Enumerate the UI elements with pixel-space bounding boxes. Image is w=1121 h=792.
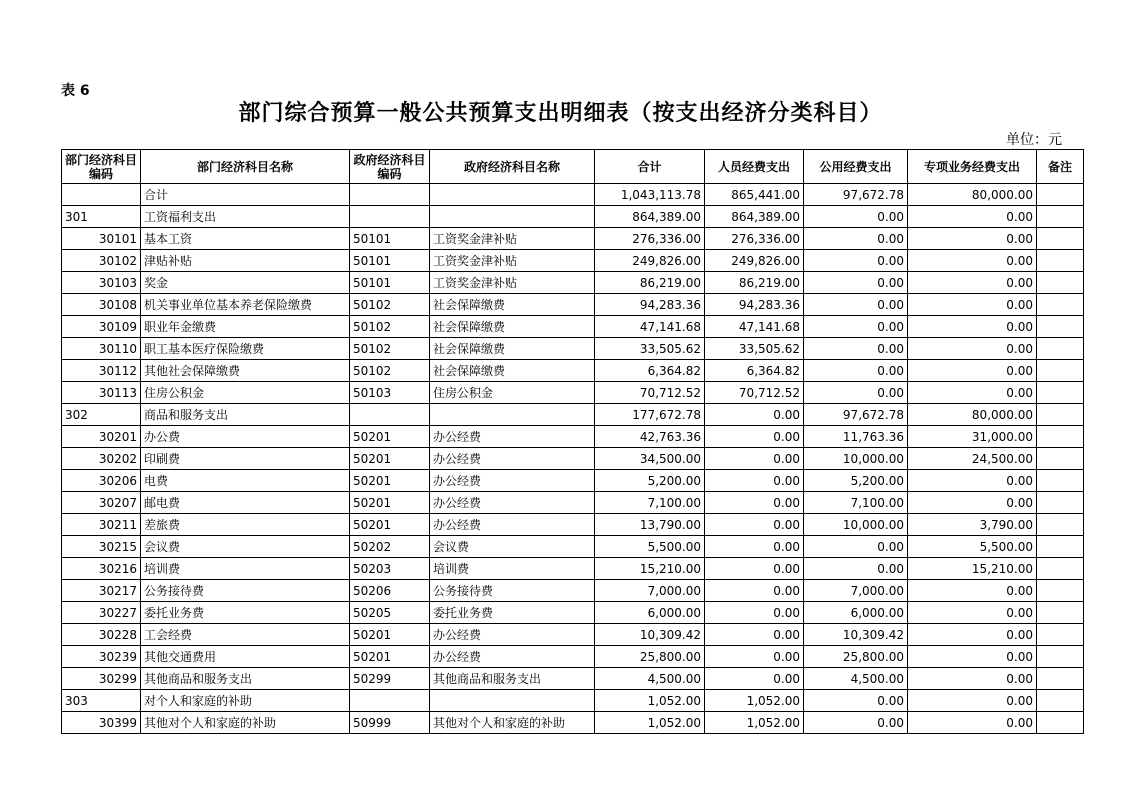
table-row	[62, 646, 1084, 668]
gov-name-cell: 办公经费	[430, 624, 595, 646]
note-cell	[1037, 426, 1084, 448]
table-body	[62, 184, 1084, 734]
gov-code-cell: 50101	[350, 272, 430, 294]
dept-code-cell: 303	[62, 690, 141, 712]
gov-name-cell: 办公经费	[430, 514, 595, 536]
gov-code-cell: 50201	[350, 492, 430, 514]
total-cell: 864,389.00	[595, 206, 705, 228]
dept-name-cell: 职业年金缴费	[141, 316, 350, 338]
personnel-cell: 864,389.00	[705, 206, 804, 228]
note-cell	[1037, 558, 1084, 580]
special-cell: 0.00	[908, 580, 1037, 602]
dept-name-cell: 其他交通费用	[141, 646, 350, 668]
dept-code-cell: 30227	[62, 602, 141, 624]
note-cell	[1037, 228, 1084, 250]
dept-code-cell: 30216	[62, 558, 141, 580]
dept-name-cell: 商品和服务支出	[141, 404, 350, 426]
total-cell: 33,505.62	[595, 338, 705, 360]
col-header-gov-name: 政府经济科目名称	[430, 150, 595, 184]
gov-name-cell: 工资奖金津补贴	[430, 228, 595, 250]
gov-name-cell: 委托业务费	[430, 602, 595, 624]
personnel-cell: 0.00	[705, 404, 804, 426]
personnel-cell: 0.00	[705, 492, 804, 514]
gov-name-cell: 培训费	[430, 558, 595, 580]
personnel-cell: 0.00	[705, 426, 804, 448]
public-cell: 0.00	[804, 294, 908, 316]
personnel-cell: 70,712.52	[705, 382, 804, 404]
unit-label: 单位：元	[1006, 132, 1062, 148]
col-header-gov-code: 政府经济科目编码	[350, 150, 430, 184]
table-row	[62, 426, 1084, 448]
dept-name-cell: 住房公积金	[141, 382, 350, 404]
table-row	[62, 272, 1084, 294]
gov-code-cell	[350, 690, 430, 712]
table-row	[62, 206, 1084, 228]
gov-name-cell	[430, 206, 595, 228]
gov-code-cell: 50102	[350, 294, 430, 316]
dept-code-cell: 30108	[62, 294, 141, 316]
table-row	[62, 624, 1084, 646]
total-cell: 249,826.00	[595, 250, 705, 272]
special-cell: 0.00	[908, 250, 1037, 272]
personnel-cell: 6,364.82	[705, 360, 804, 382]
special-cell: 0.00	[908, 382, 1037, 404]
special-cell: 0.00	[908, 712, 1037, 734]
special-cell: 24,500.00	[908, 448, 1037, 470]
special-cell: 0.00	[908, 646, 1037, 668]
dept-code-cell: 30211	[62, 514, 141, 536]
special-cell: 3,790.00	[908, 514, 1037, 536]
public-cell: 0.00	[804, 228, 908, 250]
note-cell	[1037, 360, 1084, 382]
gov-name-cell: 其他对个人和家庭的补助	[430, 712, 595, 734]
personnel-cell: 0.00	[705, 646, 804, 668]
public-cell: 0.00	[804, 338, 908, 360]
dept-code-cell: 30217	[62, 580, 141, 602]
col-header-total: 合计	[595, 150, 705, 184]
special-cell: 0.00	[908, 690, 1037, 712]
gov-code-cell: 50999	[350, 712, 430, 734]
personnel-cell: 0.00	[705, 558, 804, 580]
total-cell: 177,672.78	[595, 404, 705, 426]
col-header-personnel: 人员经费支出	[705, 150, 804, 184]
total-cell: 42,763.36	[595, 426, 705, 448]
table-row	[62, 338, 1084, 360]
total-cell: 15,210.00	[595, 558, 705, 580]
dept-code-cell: 30399	[62, 712, 141, 734]
gov-name-cell: 社会保障缴费	[430, 360, 595, 382]
dept-code-cell: 30239	[62, 646, 141, 668]
col-header-dept-code: 部门经济科目编码	[62, 150, 141, 184]
gov-code-cell	[350, 404, 430, 426]
dept-name-cell: 培训费	[141, 558, 350, 580]
dept-code-cell: 30113	[62, 382, 141, 404]
gov-code-cell: 50299	[350, 668, 430, 690]
total-cell: 7,100.00	[595, 492, 705, 514]
dept-name-cell: 职工基本医疗保险缴费	[141, 338, 350, 360]
table-row	[62, 668, 1084, 690]
personnel-cell: 0.00	[705, 624, 804, 646]
public-cell: 10,000.00	[804, 448, 908, 470]
dept-code-cell: 30112	[62, 360, 141, 382]
special-cell: 0.00	[908, 228, 1037, 250]
note-cell	[1037, 294, 1084, 316]
table-number: 表 6	[61, 83, 90, 99]
note-cell	[1037, 382, 1084, 404]
special-cell: 0.00	[908, 470, 1037, 492]
note-cell	[1037, 316, 1084, 338]
dept-name-cell: 津贴补贴	[141, 250, 350, 272]
total-cell: 1,052.00	[595, 690, 705, 712]
total-cell: 276,336.00	[595, 228, 705, 250]
public-cell: 0.00	[804, 206, 908, 228]
dept-name-cell: 其他对个人和家庭的补助	[141, 712, 350, 734]
gov-code-cell: 50103	[350, 382, 430, 404]
total-cell: 70,712.52	[595, 382, 705, 404]
gov-name-cell: 办公经费	[430, 470, 595, 492]
gov-name-cell: 其他商品和服务支出	[430, 668, 595, 690]
personnel-cell: 0.00	[705, 580, 804, 602]
total-cell: 4,500.00	[595, 668, 705, 690]
public-cell: 0.00	[804, 360, 908, 382]
special-cell: 0.00	[908, 602, 1037, 624]
dept-name-cell: 工资福利支出	[141, 206, 350, 228]
public-cell: 97,672.78	[804, 404, 908, 426]
gov-name-cell: 会议费	[430, 536, 595, 558]
gov-name-cell: 办公经费	[430, 426, 595, 448]
public-cell: 4,500.00	[804, 668, 908, 690]
public-cell: 0.00	[804, 712, 908, 734]
special-cell: 80,000.00	[908, 184, 1037, 206]
note-cell	[1037, 404, 1084, 426]
total-cell: 10,309.42	[595, 624, 705, 646]
personnel-cell: 865,441.00	[705, 184, 804, 206]
public-cell: 11,763.36	[804, 426, 908, 448]
dept-name-cell: 对个人和家庭的补助	[141, 690, 350, 712]
special-cell: 31,000.00	[908, 426, 1037, 448]
table-row	[62, 250, 1084, 272]
dept-code-cell: 30103	[62, 272, 141, 294]
total-cell: 34,500.00	[595, 448, 705, 470]
col-header-dept-name: 部门经济科目名称	[141, 150, 350, 184]
total-cell: 47,141.68	[595, 316, 705, 338]
dept-name-cell: 电费	[141, 470, 350, 492]
gov-code-cell: 50201	[350, 624, 430, 646]
gov-code-cell	[350, 184, 430, 206]
dept-code-cell: 30299	[62, 668, 141, 690]
note-cell	[1037, 470, 1084, 492]
table-row	[62, 316, 1084, 338]
dept-code-cell: 30228	[62, 624, 141, 646]
dept-name-cell: 差旅费	[141, 514, 350, 536]
personnel-cell: 0.00	[705, 514, 804, 536]
gov-code-cell: 50101	[350, 228, 430, 250]
personnel-cell: 0.00	[705, 448, 804, 470]
note-cell	[1037, 492, 1084, 514]
dept-name-cell: 公务接待费	[141, 580, 350, 602]
gov-name-cell: 社会保障缴费	[430, 316, 595, 338]
total-cell: 5,500.00	[595, 536, 705, 558]
gov-name-cell	[430, 184, 595, 206]
total-cell: 94,283.36	[595, 294, 705, 316]
personnel-cell: 0.00	[705, 470, 804, 492]
special-cell: 0.00	[908, 294, 1037, 316]
dept-name-cell: 基本工资	[141, 228, 350, 250]
dept-name-cell: 会议费	[141, 536, 350, 558]
gov-code-cell	[350, 206, 430, 228]
gov-code-cell: 50201	[350, 646, 430, 668]
special-cell: 80,000.00	[908, 404, 1037, 426]
gov-code-cell: 50102	[350, 338, 430, 360]
table-row	[62, 228, 1084, 250]
table-row	[62, 294, 1084, 316]
dept-code-cell: 30101	[62, 228, 141, 250]
special-cell: 0.00	[908, 206, 1037, 228]
table-row	[62, 712, 1084, 734]
gov-name-cell: 工资奖金津补贴	[430, 250, 595, 272]
personnel-cell: 1,052.00	[705, 690, 804, 712]
gov-code-cell: 50201	[350, 470, 430, 492]
gov-code-cell: 50203	[350, 558, 430, 580]
gov-name-cell: 社会保障缴费	[430, 338, 595, 360]
public-cell: 0.00	[804, 536, 908, 558]
public-cell: 7,000.00	[804, 580, 908, 602]
table-row	[62, 690, 1084, 712]
note-cell	[1037, 690, 1084, 712]
personnel-cell: 0.00	[705, 602, 804, 624]
total-cell: 5,200.00	[595, 470, 705, 492]
dept-name-cell: 机关事业单位基本养老保险缴费	[141, 294, 350, 316]
table-row	[62, 404, 1084, 426]
public-cell: 0.00	[804, 690, 908, 712]
public-cell: 97,672.78	[804, 184, 908, 206]
table-row	[62, 470, 1084, 492]
special-cell: 0.00	[908, 338, 1037, 360]
dept-code-cell: 301	[62, 206, 141, 228]
note-cell	[1037, 338, 1084, 360]
dept-name-cell: 其他社会保障缴费	[141, 360, 350, 382]
personnel-cell: 47,141.68	[705, 316, 804, 338]
personnel-cell: 86,219.00	[705, 272, 804, 294]
special-cell: 0.00	[908, 316, 1037, 338]
public-cell: 6,000.00	[804, 602, 908, 624]
table-row	[62, 448, 1084, 470]
table-row	[62, 602, 1084, 624]
dept-name-cell: 印刷费	[141, 448, 350, 470]
table-row	[62, 558, 1084, 580]
dept-code-cell: 30102	[62, 250, 141, 272]
gov-name-cell: 社会保障缴费	[430, 294, 595, 316]
dept-name-cell: 合计	[141, 184, 350, 206]
personnel-cell: 0.00	[705, 668, 804, 690]
note-cell	[1037, 206, 1084, 228]
table-row	[62, 580, 1084, 602]
dept-name-cell: 奖金	[141, 272, 350, 294]
public-cell: 7,100.00	[804, 492, 908, 514]
total-cell: 6,000.00	[595, 602, 705, 624]
gov-code-cell: 50102	[350, 316, 430, 338]
dept-name-cell: 委托业务费	[141, 602, 350, 624]
public-cell: 0.00	[804, 272, 908, 294]
gov-code-cell: 50201	[350, 514, 430, 536]
gov-code-cell: 50201	[350, 426, 430, 448]
personnel-cell: 0.00	[705, 536, 804, 558]
col-header-note: 备注	[1037, 150, 1084, 184]
note-cell	[1037, 624, 1084, 646]
gov-code-cell: 50102	[350, 360, 430, 382]
public-cell: 10,309.42	[804, 624, 908, 646]
personnel-cell: 276,336.00	[705, 228, 804, 250]
dept-code-cell: 30202	[62, 448, 141, 470]
personnel-cell: 249,826.00	[705, 250, 804, 272]
total-cell: 1,043,113.78	[595, 184, 705, 206]
dept-code-cell: 30110	[62, 338, 141, 360]
special-cell: 5,500.00	[908, 536, 1037, 558]
note-cell	[1037, 602, 1084, 624]
public-cell: 0.00	[804, 250, 908, 272]
dept-code-cell: 30206	[62, 470, 141, 492]
total-cell: 25,800.00	[595, 646, 705, 668]
total-cell: 7,000.00	[595, 580, 705, 602]
public-cell: 25,800.00	[804, 646, 908, 668]
special-cell: 0.00	[908, 272, 1037, 294]
personnel-cell: 1,052.00	[705, 712, 804, 734]
total-cell: 86,219.00	[595, 272, 705, 294]
special-cell: 0.00	[908, 624, 1037, 646]
gov-name-cell	[430, 404, 595, 426]
note-cell	[1037, 272, 1084, 294]
personnel-cell: 94,283.36	[705, 294, 804, 316]
note-cell	[1037, 668, 1084, 690]
note-cell	[1037, 536, 1084, 558]
gov-name-cell: 工资奖金津补贴	[430, 272, 595, 294]
table-row	[62, 514, 1084, 536]
page-title: 部门综合预算一般公共预算支出明细表（按支出经济分类科目）	[238, 101, 883, 126]
gov-code-cell: 50101	[350, 250, 430, 272]
note-cell	[1037, 712, 1084, 734]
dept-code-cell: 30201	[62, 426, 141, 448]
col-header-special: 专项业务经费支出	[908, 150, 1037, 184]
special-cell: 15,210.00	[908, 558, 1037, 580]
dept-name-cell: 办公费	[141, 426, 350, 448]
dept-name-cell: 其他商品和服务支出	[141, 668, 350, 690]
col-header-public: 公用经费支出	[804, 150, 908, 184]
dept-name-cell: 邮电费	[141, 492, 350, 514]
public-cell: 0.00	[804, 558, 908, 580]
personnel-cell: 33,505.62	[705, 338, 804, 360]
gov-code-cell: 50206	[350, 580, 430, 602]
table-row	[62, 536, 1084, 558]
gov-name-cell: 公务接待费	[430, 580, 595, 602]
public-cell: 0.00	[804, 382, 908, 404]
dept-code-cell: 30109	[62, 316, 141, 338]
special-cell: 0.00	[908, 360, 1037, 382]
dept-code-cell: 30207	[62, 492, 141, 514]
total-cell: 13,790.00	[595, 514, 705, 536]
table-row	[62, 492, 1084, 514]
gov-name-cell: 住房公积金	[430, 382, 595, 404]
gov-code-cell: 50201	[350, 448, 430, 470]
table-row	[62, 184, 1084, 206]
total-cell: 6,364.82	[595, 360, 705, 382]
table-row	[62, 382, 1084, 404]
dept-code-cell	[62, 184, 141, 206]
table-header-row	[62, 150, 1084, 184]
note-cell	[1037, 580, 1084, 602]
total-cell: 1,052.00	[595, 712, 705, 734]
public-cell: 0.00	[804, 316, 908, 338]
note-cell	[1037, 250, 1084, 272]
special-cell: 0.00	[908, 668, 1037, 690]
special-cell: 0.00	[908, 492, 1037, 514]
public-cell: 5,200.00	[804, 470, 908, 492]
table-row	[62, 360, 1084, 382]
gov-code-cell: 50202	[350, 536, 430, 558]
public-cell: 10,000.00	[804, 514, 908, 536]
dept-code-cell: 30215	[62, 536, 141, 558]
budget-table	[61, 149, 1084, 734]
gov-name-cell	[430, 690, 595, 712]
note-cell	[1037, 184, 1084, 206]
gov-code-cell: 50205	[350, 602, 430, 624]
note-cell	[1037, 646, 1084, 668]
gov-name-cell: 办公经费	[430, 448, 595, 470]
gov-name-cell: 办公经费	[430, 646, 595, 668]
dept-name-cell: 工会经费	[141, 624, 350, 646]
dept-code-cell: 302	[62, 404, 141, 426]
gov-name-cell: 办公经费	[430, 492, 595, 514]
note-cell	[1037, 448, 1084, 470]
note-cell	[1037, 514, 1084, 536]
